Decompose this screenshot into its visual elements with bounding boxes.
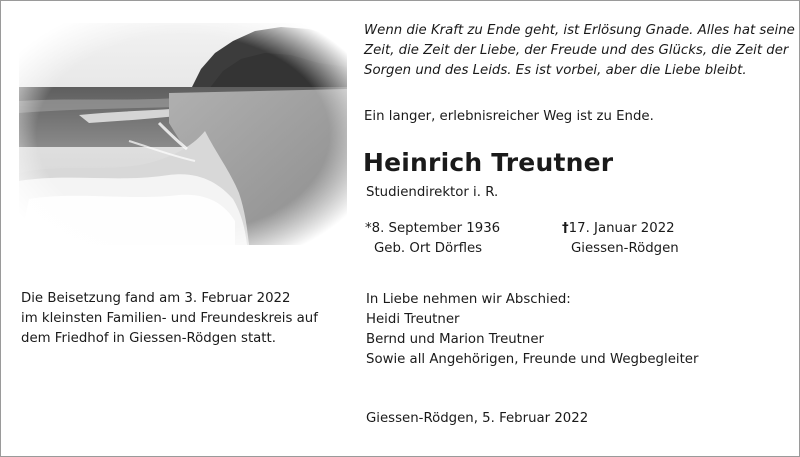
birth-info xyxy=(365,219,500,259)
quote-line: Wenn die Kraft zu Ende geht, ist Erlösung Gnade. Alles hat seine xyxy=(364,23,795,38)
mourners-list xyxy=(366,290,698,370)
death-place: Giessen-Rödgen xyxy=(571,241,679,256)
burial-line: im kleinsten Familien- und Freundeskreis auf xyxy=(21,311,318,326)
deceased-name: Heinrich Treutner xyxy=(363,148,614,177)
mourners-heading: In Liebe nehmen wir Abschied: xyxy=(366,292,571,307)
mourner-name: Sowie all Angehörigen, Freunde und Wegbegleiter xyxy=(366,352,699,367)
death-info xyxy=(562,219,679,259)
mourner-name: Heidi Treutner xyxy=(366,312,460,327)
burial-notice xyxy=(21,289,318,349)
cross-icon: † xyxy=(562,221,569,236)
burial-line: Die Beisetzung fand am 3. Februar 2022 xyxy=(21,291,291,306)
beach-photo xyxy=(19,23,347,245)
intro-text: Ein langer, erlebnisreicher Weg ist zu Ende. xyxy=(364,109,654,124)
birth-date: *8. September 1936 xyxy=(365,221,501,236)
death-date: 17. Januar 2022 xyxy=(568,221,675,236)
quote-text xyxy=(364,21,795,81)
place-date: Giessen-Rödgen, 5. Februar 2022 xyxy=(366,411,589,426)
mourner-name: Bernd und Marion Treutner xyxy=(366,332,544,347)
deceased-title: Studiendirektor i. R. xyxy=(366,185,499,200)
quote-line: Zeit, die Zeit der Liebe, der Freude und des Glücks, die Zeit der xyxy=(364,43,789,58)
quote-line: Sorgen und des Leids. Es ist vorbei, aber die Liebe bleibt. xyxy=(364,63,747,78)
death-date-line xyxy=(562,219,679,239)
burial-line: dem Friedhof in Giessen-Rödgen statt. xyxy=(21,331,276,346)
birth-place: Geb. Ort Dörfles xyxy=(374,241,483,256)
